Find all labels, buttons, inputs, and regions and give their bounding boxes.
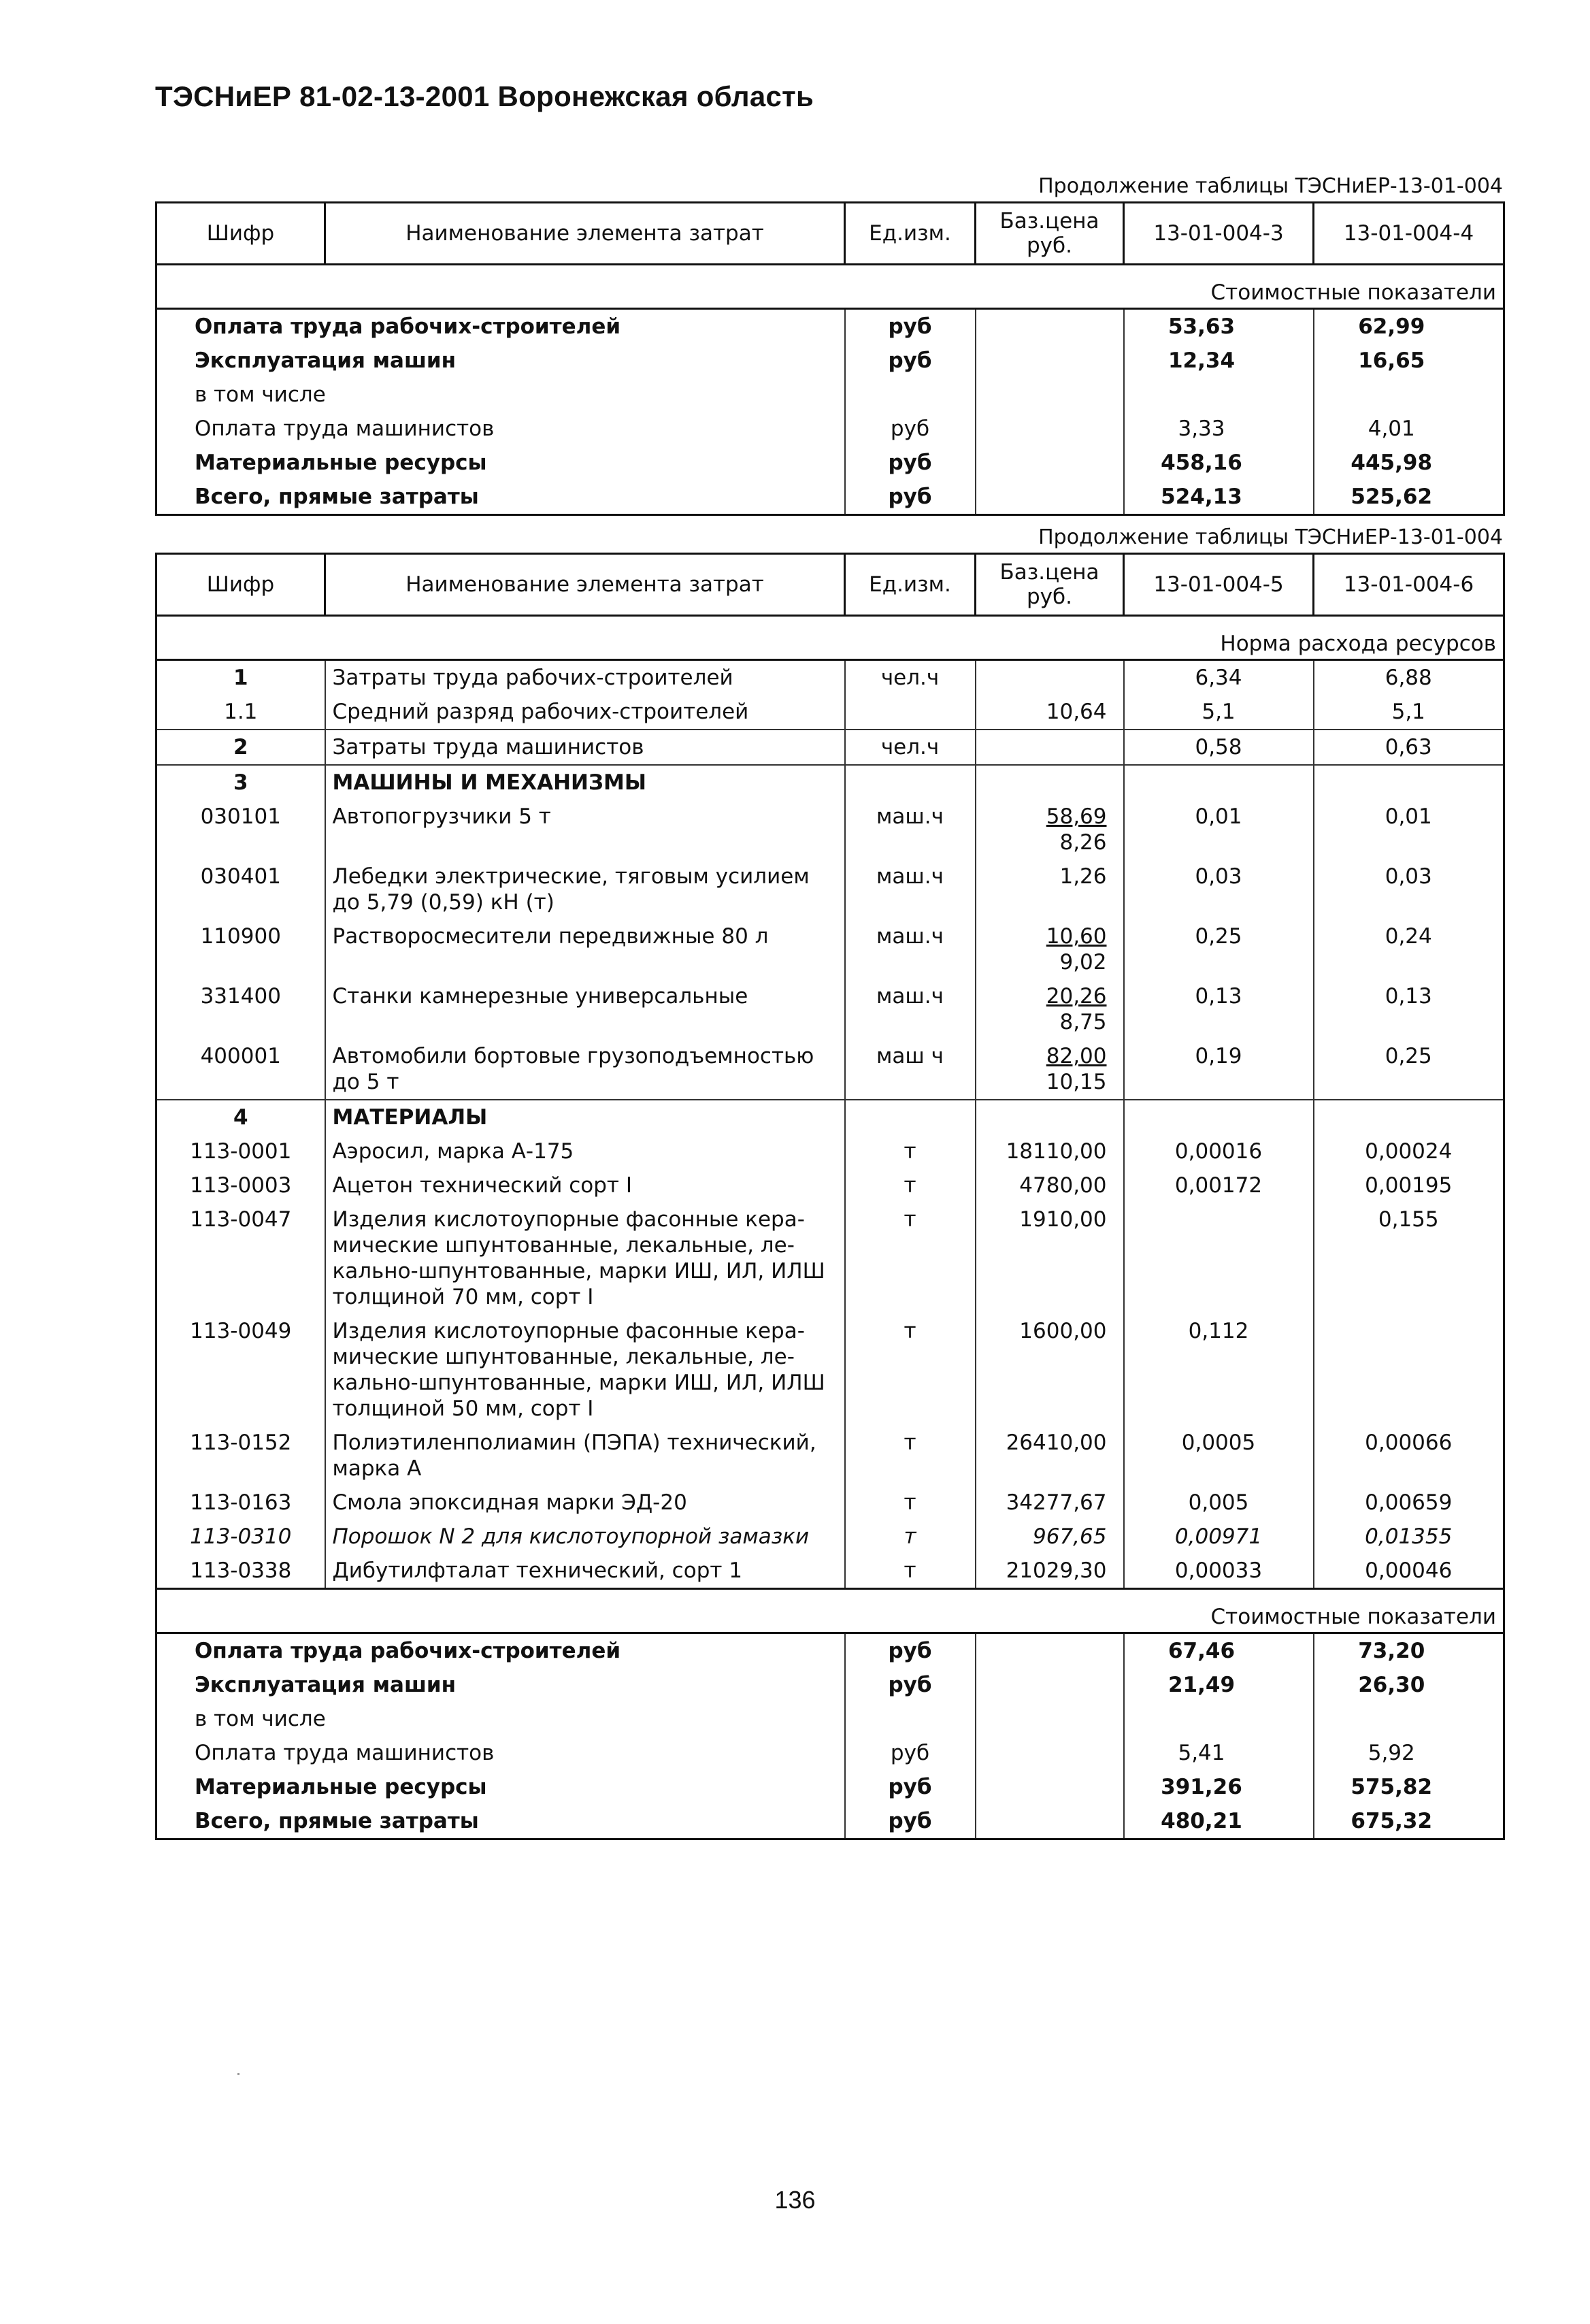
resource-price [976, 979, 1124, 1039]
cost-item-name: Всего, прямые затраты [156, 1804, 845, 1839]
col-header-unit: Ед.изм. [845, 554, 976, 616]
resource-price [976, 695, 1124, 730]
resource-unit: чел.ч [845, 660, 976, 695]
table-row [156, 480, 1504, 515]
resource-price [976, 1426, 1124, 1486]
cost-item-unit: руб [845, 412, 976, 446]
cost-item-name: Материальные ресурсы [156, 1770, 845, 1804]
cost-item-price [976, 378, 1124, 412]
cost-item-name: Оплата труда рабочих-строителей [156, 1633, 845, 1669]
norm-value-5: 0,112 [1124, 1314, 1314, 1426]
resource-unit: маш.ч [845, 979, 976, 1039]
norm-value-5: 0,00033 [1124, 1554, 1314, 1589]
resource-name: Смола эпоксидная марки ЭД-20 [325, 1486, 845, 1520]
col-header-name: Наименование элемента затрат [325, 203, 845, 265]
table2-header-row [156, 554, 1504, 616]
table2-section-row [156, 616, 1504, 660]
table-row [156, 660, 1504, 695]
norm-value-6: 0,25 [1314, 1039, 1504, 1100]
resource-name: Изделия кислотоупорные фасонные кера-мические шпунтованные, лекальные, ле-кально-шпунтованные, марки ИШ, ИЛ, ИЛШ толщиной 70 мм, сорт I [325, 1202, 845, 1314]
norm-value-5: 0,13 [1124, 979, 1314, 1039]
cost-item-unit [845, 1702, 976, 1736]
cost-item-name: в том числе [156, 1702, 845, 1736]
cost-item-value-3: 12,34 [1124, 344, 1314, 378]
table1-header-row [156, 203, 1504, 265]
resource-name: Изделия кислотоупорные фасонные кера-мические шпунтованные, лекальные, ле-кально-шпунтованные, марки ИШ, ИЛ, ИЛШ толщиной 50 мм, сорт I [325, 1314, 845, 1426]
resource-unit: чел.ч [845, 730, 976, 765]
table-row [156, 309, 1504, 344]
resource-code: 113-0047 [156, 1202, 325, 1314]
table-row [156, 765, 1504, 800]
resource-unit: маш.ч [845, 860, 976, 919]
resource-unit: т [845, 1426, 976, 1486]
norm-value-6: 0,00046 [1314, 1554, 1504, 1589]
norm-value-6: 0,24 [1314, 919, 1504, 979]
resource-price [976, 1314, 1124, 1426]
norm-value-5 [1124, 1202, 1314, 1314]
cost-item-unit: руб [845, 1736, 976, 1770]
cost-item-value-6: 675,32 [1314, 1804, 1504, 1839]
cost-item-value-4: 4,01 [1314, 412, 1504, 446]
norm-value-6 [1314, 765, 1504, 800]
cost-item-price [976, 1633, 1124, 1669]
base-price-machinist: 10,15 [1046, 1070, 1107, 1094]
table-row [156, 1770, 1504, 1804]
resource-name: Средний разряд рабочих-строителей [325, 695, 845, 730]
resource-code: 110900 [156, 919, 325, 979]
norm-value-6: 0,00659 [1314, 1486, 1504, 1520]
cost-item-name: Оплата труда машинистов [156, 1736, 845, 1770]
cost-item-name: Оплата труда машинистов [156, 412, 845, 446]
table-row [156, 1168, 1504, 1202]
table-row [156, 412, 1504, 446]
resource-code: 113-0003 [156, 1168, 325, 1202]
base-price: 82,00 [1046, 1044, 1107, 1068]
norm-value-6: 0,00066 [1314, 1426, 1504, 1486]
cost-item-price [976, 344, 1124, 378]
resource-price [976, 1134, 1124, 1168]
base-price: 1600,00 [1019, 1319, 1107, 1343]
cost-item-unit: руб [845, 309, 976, 344]
table-row [156, 1314, 1504, 1426]
cost-item-unit: руб [845, 344, 976, 378]
cost-item-price [976, 309, 1124, 344]
resource-price [976, 1554, 1124, 1589]
cost-item-price [976, 1668, 1124, 1702]
base-price: 34277,67 [1006, 1490, 1107, 1515]
cost-item-name: Эксплуатация машин [156, 1668, 845, 1702]
table-row [156, 1426, 1504, 1486]
col-header-norm-4: 13-01-004-4 [1314, 203, 1504, 265]
cost-item-value-4 [1314, 378, 1504, 412]
norm-value-6: 0,155 [1314, 1202, 1504, 1314]
cost-item-unit [845, 378, 976, 412]
norm-value-6: 6,88 [1314, 660, 1504, 695]
cost-item-name: Материальные ресурсы [156, 446, 845, 480]
cost-item-name: Оплата труда рабочих-строителей [156, 309, 845, 344]
col-header-unit: Ед.изм. [845, 203, 976, 265]
resource-code: 4 [156, 1100, 325, 1134]
resource-name: Затраты труда машинистов [325, 730, 845, 765]
norm-value-5 [1124, 765, 1314, 800]
resource-name: Аэросил, марка А-175 [325, 1134, 845, 1168]
resource-unit: т [845, 1554, 976, 1589]
section-label: Стоимостные показатели [156, 265, 1504, 309]
norm-value-5: 0,03 [1124, 860, 1314, 919]
col-header-price: Баз.цена руб. [976, 554, 1124, 616]
norm-value-6: 0,03 [1314, 860, 1504, 919]
norm-value-5: 0,25 [1124, 919, 1314, 979]
norm-value-6: 0,63 [1314, 730, 1504, 765]
table1-section-row [156, 265, 1504, 309]
resource-code: 113-0163 [156, 1486, 325, 1520]
cost-item-price [976, 1736, 1124, 1770]
cost-item-value-3: 524,13 [1124, 480, 1314, 515]
norm-value-6 [1314, 1314, 1504, 1426]
table-row [156, 1736, 1504, 1770]
resource-code: 113-0310 [156, 1520, 325, 1554]
table-row [156, 1633, 1504, 1669]
table-row [156, 1134, 1504, 1168]
cost-item-value-3: 458,16 [1124, 446, 1314, 480]
cost-item-value-5: 480,21 [1124, 1804, 1314, 1839]
cost-item-unit: руб [845, 480, 976, 515]
cost-item-value-6: 575,82 [1314, 1770, 1504, 1804]
document-title: ТЭСНиЕР 81-02-13-2001 Воронежская область [155, 80, 814, 112]
table-row [156, 1554, 1504, 1589]
resource-unit: маш.ч [845, 919, 976, 979]
cost-item-value-4: 16,65 [1314, 344, 1504, 378]
cost-item-unit: руб [845, 1668, 976, 1702]
cost-item-value-5: 67,46 [1124, 1633, 1314, 1669]
norm-value-5: 5,1 [1124, 695, 1314, 730]
norm-value-6: 0,01355 [1314, 1520, 1504, 1554]
resource-unit: т [845, 1314, 976, 1426]
norm-value-5: 0,0005 [1124, 1426, 1314, 1486]
table-row [156, 1668, 1504, 1702]
cost-item-value-6: 5,92 [1314, 1736, 1504, 1770]
table-row [156, 1520, 1504, 1554]
cost-item-value-3 [1124, 378, 1314, 412]
table-row [156, 1804, 1504, 1839]
resource-unit [845, 765, 976, 800]
resource-price [976, 730, 1124, 765]
resource-unit: т [845, 1486, 976, 1520]
resource-name: Лебедки электрические, тяговым усилием до 5,79 (0,59) кН (т) [325, 860, 845, 919]
resource-price [976, 860, 1124, 919]
table-row [156, 1702, 1504, 1736]
resource-name: Дибутилфталат технический, сорт 1 [325, 1554, 845, 1589]
resource-price [976, 1520, 1124, 1554]
resource-code: 113-0001 [156, 1134, 325, 1168]
resource-name: Станки камнерезные универсальные [325, 979, 845, 1039]
col-header-norm-5: 13-01-004-5 [1124, 554, 1314, 616]
base-price: 10,60 [1046, 924, 1107, 949]
cost-item-value-6 [1314, 1702, 1504, 1736]
norm-value-6: 0,00195 [1314, 1168, 1504, 1202]
table2-cost-section-row [156, 1589, 1504, 1633]
cost-item-value-5: 391,26 [1124, 1770, 1314, 1804]
resource-price [976, 1100, 1124, 1134]
cost-item-unit: руб [845, 1804, 976, 1839]
cost-item-value-6: 26,30 [1314, 1668, 1504, 1702]
table-row [156, 1039, 1504, 1100]
scan-speck [237, 2073, 239, 2075]
resource-price [976, 919, 1124, 979]
cost-item-value-5 [1124, 1702, 1314, 1736]
cost-item-value-3: 53,63 [1124, 309, 1314, 344]
resource-name: Порошок N 2 для кислотоупорной замазки [325, 1520, 845, 1554]
cost-item-price [976, 1804, 1124, 1839]
norm-value-5: 0,00016 [1124, 1134, 1314, 1168]
resource-price [976, 1168, 1124, 1202]
resource-name: Растворосмесители передвижные 80 л [325, 919, 845, 979]
resource-code: 3 [156, 765, 325, 800]
norm-value-5: 6,34 [1124, 660, 1314, 695]
table-row [156, 344, 1504, 378]
base-price: 4780,00 [1019, 1173, 1107, 1198]
resource-unit: т [845, 1520, 976, 1554]
table-row [156, 1486, 1504, 1520]
resource-unit: т [845, 1134, 976, 1168]
base-price-machinist: 8,75 [1059, 1010, 1107, 1034]
norm-value-6: 0,00024 [1314, 1134, 1504, 1168]
base-price: 26410,00 [1006, 1430, 1107, 1455]
resource-unit: т [845, 1168, 976, 1202]
base-price: 967,65 [1033, 1524, 1107, 1549]
base-price: 18110,00 [1006, 1139, 1107, 1164]
cost-item-name: Эксплуатация машин [156, 344, 845, 378]
resource-code: 1.1 [156, 695, 325, 730]
norm-value-6: 5,1 [1314, 695, 1504, 730]
norm-value-5: 0,005 [1124, 1486, 1314, 1520]
table2 [155, 553, 1503, 1840]
col-header-name: Наименование элемента затрат [325, 554, 845, 616]
base-price: 1,26 [1059, 864, 1107, 889]
resource-price [976, 800, 1124, 860]
norm-value-5: 0,01 [1124, 800, 1314, 860]
resource-price [976, 1202, 1124, 1314]
cost-section-label: Стоимостные показатели [156, 1589, 1504, 1633]
resource-code: 113-0152 [156, 1426, 325, 1486]
cost-item-name: Всего, прямые затраты [156, 480, 845, 515]
cost-item-value-5: 21,49 [1124, 1668, 1314, 1702]
resource-code: 113-0049 [156, 1314, 325, 1426]
table-row [156, 378, 1504, 412]
resource-price [976, 1486, 1124, 1520]
norm-value-5 [1124, 1100, 1314, 1134]
cost-item-price [976, 1702, 1124, 1736]
resource-name: Ацетон технический сорт I [325, 1168, 845, 1202]
col-header-code: Шифр [156, 203, 325, 265]
cost-item-value-5: 5,41 [1124, 1736, 1314, 1770]
cost-item-value-4: 445,98 [1314, 446, 1504, 480]
resource-name: Полиэтиленполиамин (ПЭПА) технический, марка А [325, 1426, 845, 1486]
page-number: 136 [774, 2186, 816, 2214]
resource-name: Автомобили бортовые грузоподъемностью до 5 т [325, 1039, 845, 1100]
resource-name: МАШИНЫ И МЕХАНИЗМЫ [325, 765, 845, 800]
norm-value-5: 0,19 [1124, 1039, 1314, 1100]
cost-item-price [976, 412, 1124, 446]
table-row [156, 1100, 1504, 1134]
col-header-norm-3: 13-01-004-3 [1124, 203, 1314, 265]
resource-name: МАТЕРИАЛЫ [325, 1100, 845, 1134]
cost-item-price [976, 446, 1124, 480]
table-row [156, 919, 1504, 979]
resource-code: 1 [156, 660, 325, 695]
table-row [156, 446, 1504, 480]
base-price-machinist: 9,02 [1059, 950, 1107, 975]
resource-unit: маш ч [845, 1039, 976, 1100]
cost-item-value-4: 525,62 [1314, 480, 1504, 515]
table2-caption: Продолжение таблицы ТЭСНиЕР-13-01-004 [1038, 525, 1503, 549]
cost-item-value-3: 3,33 [1124, 412, 1314, 446]
resource-code: 030101 [156, 800, 325, 860]
norm-value-5: 0,58 [1124, 730, 1314, 765]
cost-item-unit: руб [845, 446, 976, 480]
base-price: 10,64 [1046, 700, 1107, 724]
resource-price [976, 765, 1124, 800]
base-price: 21029,30 [1006, 1558, 1107, 1583]
table1 [155, 201, 1503, 516]
table1-caption: Продолжение таблицы ТЭСНиЕР-13-01-004 [1038, 174, 1503, 198]
resource-code: 113-0338 [156, 1554, 325, 1589]
resource-unit [845, 1100, 976, 1134]
resource-unit: т [845, 1202, 976, 1314]
resource-code: 030401 [156, 860, 325, 919]
base-price: 1910,00 [1019, 1207, 1107, 1232]
resource-name: Затраты труда рабочих-строителей [325, 660, 845, 695]
table-row [156, 979, 1504, 1039]
cost-item-value-6: 73,20 [1314, 1633, 1504, 1669]
table-row [156, 695, 1504, 730]
col-header-price: Баз.цена руб. [976, 203, 1124, 265]
table-row [156, 860, 1504, 919]
cost-item-name: в том числе [156, 378, 845, 412]
resource-name: Автопогрузчики 5 т [325, 800, 845, 860]
resource-code: 400001 [156, 1039, 325, 1100]
norm-value-6: 0,13 [1314, 979, 1504, 1039]
resource-code: 331400 [156, 979, 325, 1039]
resource-unit [845, 695, 976, 730]
base-price: 20,26 [1046, 984, 1107, 1009]
norm-value-5: 0,00971 [1124, 1520, 1314, 1554]
norm-value-6 [1314, 1100, 1504, 1134]
base-price: 58,69 [1046, 804, 1107, 829]
resource-price [976, 1039, 1124, 1100]
resource-unit: маш.ч [845, 800, 976, 860]
section-label: Норма расхода ресурсов [156, 616, 1504, 660]
cost-item-unit: руб [845, 1633, 976, 1669]
cost-item-price [976, 480, 1124, 515]
cost-item-price [976, 1770, 1124, 1804]
cost-item-unit: руб [845, 1770, 976, 1804]
table-row [156, 730, 1504, 765]
table-row [156, 1202, 1504, 1314]
col-header-norm-6: 13-01-004-6 [1314, 554, 1504, 616]
resource-price [976, 660, 1124, 695]
base-price-machinist: 8,26 [1059, 830, 1107, 855]
norm-value-6: 0,01 [1314, 800, 1504, 860]
table-row [156, 800, 1504, 860]
col-header-code: Шифр [156, 554, 325, 616]
cost-item-value-4: 62,99 [1314, 309, 1504, 344]
norm-value-5: 0,00172 [1124, 1168, 1314, 1202]
resource-code: 2 [156, 730, 325, 765]
